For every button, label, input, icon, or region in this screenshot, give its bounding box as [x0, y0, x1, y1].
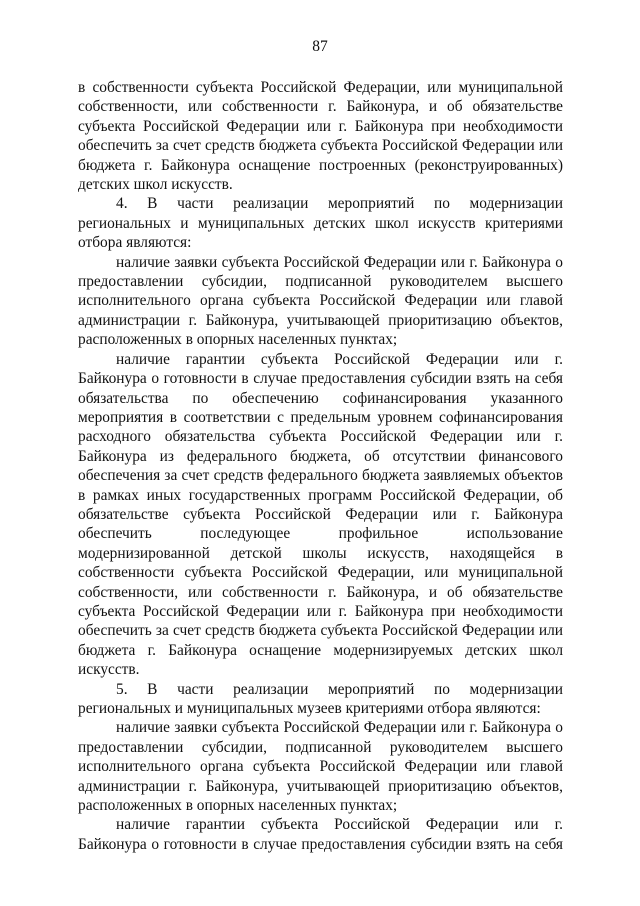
- paragraph-item-4: 4. В части реализации мероприятий по модернизации региональных и муниципальных детских школ искусств критериями отбора являются:: [78, 195, 563, 252]
- paragraph-criterion-application-museums: наличие заявки субъекта Российской Федерации или г. Байконура о предоставлении субсидии, подписанной руководителем высшего исполнительного органа субъекта Российской Федерации или главой администрации г. Байконура, учитывающей приоритизацию объектов, расположенных в опорных населенных пунктах;: [78, 719, 563, 815]
- document-body: [78, 78, 563, 854]
- paragraph-continuation: в собственности субъекта Российской Федерации, или муниципальной собственности, или собственности г. Байконура, и об обязательстве субъекта Российской Федерации или г. Байконура при необходимости обеспечить за счет средств бюджета субъекта Российской Федерации или бюджета г. Байконура оснащение построенных (реконструированных) детских школ искусств.: [78, 79, 563, 194]
- paragraph-criterion-application: наличие заявки субъекта Российской Федерации или г. Байконура о предоставлении субсидии, подписанной руководителем высшего исполнительного органа субъекта Российской Федерации или главой администрации г. Байконура, учитывающей приоритизацию объектов, расположенных в опорных населенных пунктах;: [78, 253, 563, 349]
- paragraph-criterion-guarantee: наличие гарантии субъекта Российской Федерации или г. Байконура о готовности в случае предоставления субсидии взять на себя обязательства по обеспечению софинансирования указанного мероприятия в соответствии с предельным уровнем софинансирования расходного обязательства субъекта Российской Федерации или г. Байконура из федерального бюджета, об отсутствии финансового обеспечения за счет средств федерального бюджета заявляемых объектов в рамках иных государственных программ Российской Федерации, об обязательстве субъекта Российской Федерации или г. Байконура обеспечить последующее профильное использование модернизированной детской школы искусств, находящейся в собственности субъекта Российской Федерации, или муниципальной собственности, или собственности г. Байконура, и об обязательстве субъекта Российской Федерации или г. Байконура при необходимости обеспечить за счет средств бюджета субъекта Российской Федерации или бюджета г. Байконура оснащение модернизируемых детских школ искусств.: [78, 350, 563, 679]
- paragraph-criterion-guarantee-museums: наличие гарантии субъекта Российской Федерации или г. Байконура о готовности в случае предоставления субсидии взять на себя: [78, 816, 563, 853]
- paragraph-item-5: 5. В части реализации мероприятий по модернизации региональных и муниципальных музеев критериями отбора являются:: [78, 680, 563, 717]
- page-number: 87: [312, 38, 328, 55]
